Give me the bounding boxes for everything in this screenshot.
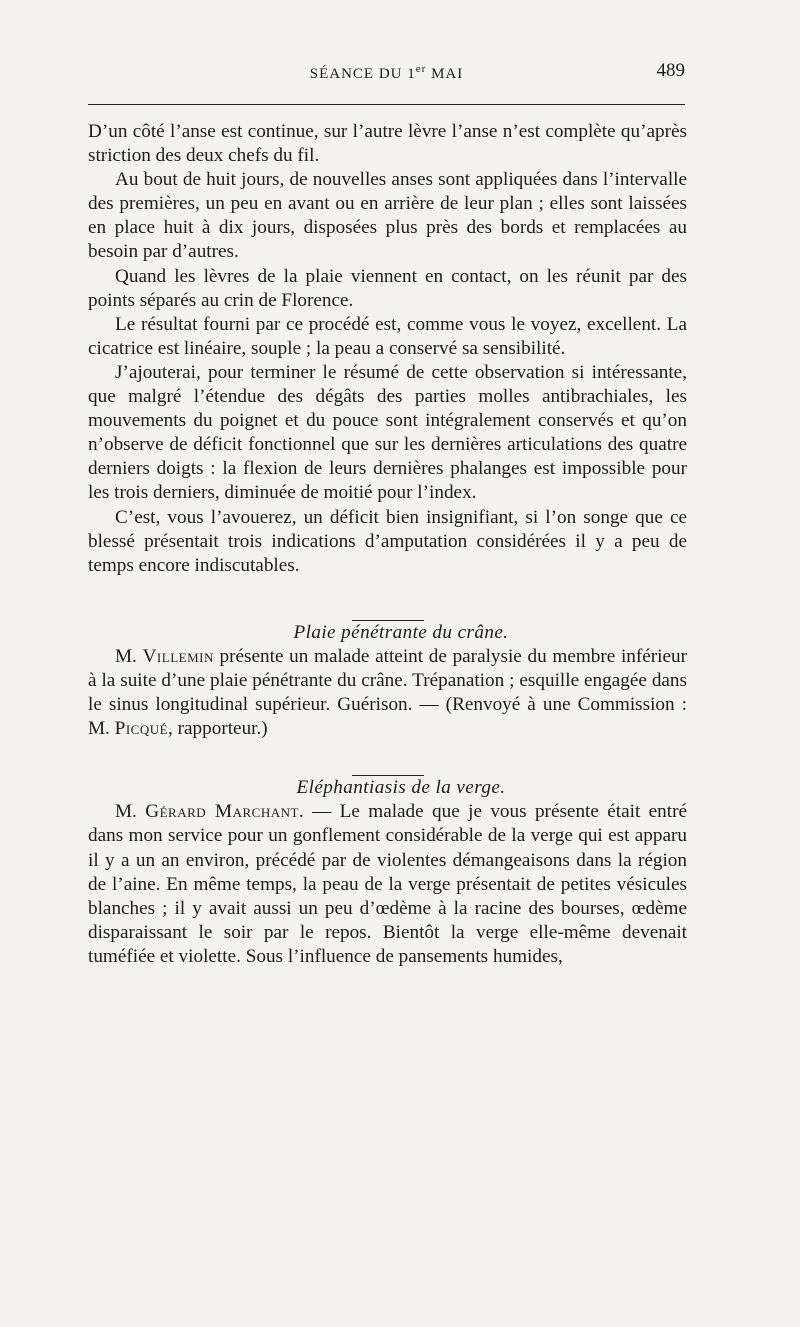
paragraph: D’un côté l’anse est continue, sur l’autre lèvre l’anse n’est complète qu’après striction des deux chefs du fil. <box>88 121 687 167</box>
speaker-prefix: M. <box>115 645 143 667</box>
speaker-name: Gérard Marchant <box>145 801 299 823</box>
paragraph-text: . — Le malade que je vous présente était entré dans mon service pour un gonflement considérable de la verge qui est apparu il y a un an environ, précédé par de violentes démangeaisons dans la région de l’aine. En même temps, la peau de la verge présentait de petites vésicules blanches ; il y avait aussi un peu d’œdème à la racine des bourses, œdème disparaissant le soir par le repos. Bientôt la verge elle-même devenait tuméfiée et violette. Sous l’influence de pansements humides, <box>88 801 687 967</box>
body-text <box>88 120 687 969</box>
running-header <box>88 60 685 90</box>
header-title-sup: er <box>415 63 427 75</box>
page-number: 489 <box>656 60 685 81</box>
speaker-prefix: M. <box>115 801 146 823</box>
reporter-name: Picqué <box>114 718 169 740</box>
header-title-main: SÉANCE DU 1 <box>309 66 416 82</box>
paragraph <box>88 800 687 969</box>
section-title: Eléphantiasis de la verge. <box>296 777 506 799</box>
header-title <box>88 63 685 83</box>
paragraph: Au bout de huit jours, de nouvelles anses sont appliquées dans l’intervalle des premières, un peu en avant ou en arrière de leur plan ; elles sont laissées en place huit à dix jours, disposées plus près des bords et remplacées au besoin par d’autres. <box>88 169 687 263</box>
paragraph: C’est, vous l’avouerez, un déficit bien insignifiant, si l’on songe que ce blessé présentait trois indications d’amputation considérées il y a peu de temps encore indiscutables. <box>88 506 687 576</box>
speaker-name: Villemin <box>142 645 214 667</box>
header-rule <box>88 104 685 105</box>
paragraph: Quand les lèvres de la plaie viennent en contact, on les réunit par des points séparés au crin de Florence. <box>88 265 687 311</box>
paragraph-text-end: , rapporteur.) <box>168 718 268 740</box>
paragraph-text: présente un malade atteint de paralysie du membre inférieur à la suite d’une plaie pénétrante du crâne. Trépanation ; esquille engagée dans le sinus longitudinal supérieur. Guérison. — (Renvoyé à une Commission : M. <box>88 645 688 740</box>
paragraph: J’ajouterai, pour terminer le résumé de cette observation si intéressante, que malgré l’étendue des dégâts des parties molles antibrachiales, les mouvements du poignet et du pouce sont intégralement conservés et qu’on n’observe de déficit fonctionnel que sur les dernières articulations des quatre derniers doigts : la flexion de leurs dernières phalanges est impossible pour les trois derniers, diminuée de moitié pour l’index. <box>88 361 687 504</box>
section-title: Plaie pénétrante du crâne. <box>293 621 509 643</box>
paragraph: Le résultat fourni par ce procédé est, comme vous le voyez, excellent. La cicatrice est linéaire, souple ; la peau a conservé sa sensibilité. <box>88 313 687 359</box>
paragraph <box>88 645 687 741</box>
header-title-end: MAI <box>426 66 464 82</box>
